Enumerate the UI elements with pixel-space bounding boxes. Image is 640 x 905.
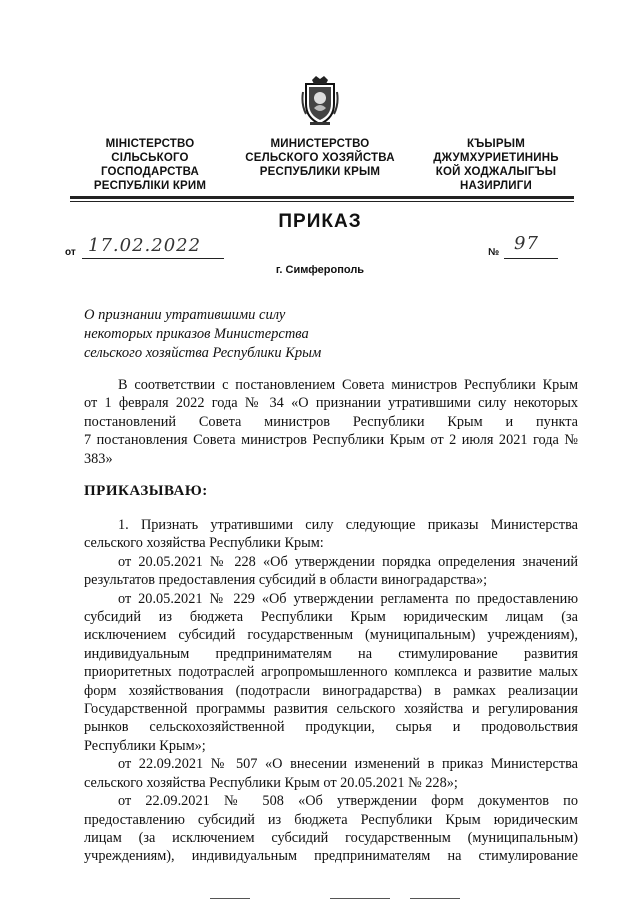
body-line: приоритетных подотраслей агропромышленного комплекса и развитие малых <box>84 664 578 681</box>
header-russian <box>232 137 408 179</box>
preamble-line: 7 постановления Совета министров Республики Крым от 2 июля 2021 года № <box>84 432 578 449</box>
header-crh-line: КЪЫРЫМ <box>467 138 525 150</box>
body-line: предоставлению субсидий из бюджета Республики Крым юридическим <box>84 811 578 828</box>
body-line: учреждениям), индивидуальным предпринимателям на стимулирование <box>84 848 578 865</box>
preamble <box>84 376 578 468</box>
body-line: рынков сельскохозяйственной продукции, сырья и продовольствия <box>84 719 578 736</box>
body-line: от 20.05.2021 № 229 «Об утверждении регламента по предоставлению <box>118 590 578 607</box>
body-line: лицам (за исключением субсидий государственным (муниципальным) <box>84 829 578 846</box>
body-line: 1. Признать утратившими силу следующие приказы Министерства <box>118 517 578 533</box>
body-line: исключением субсидий государственным (муниципальным) учреждениям), <box>84 627 578 644</box>
header-rus-line: СЕЛЬСКОГО ХОЗЯЙСТВА <box>245 152 395 164</box>
subject-line: О признании утратившими силу <box>84 307 286 323</box>
preamble-line: от 1 февраля 2022 года № 34 «О признании утратившими силу некоторых <box>84 395 578 412</box>
body-line: результатов предоставления субсидий в области виноградарства»; <box>84 572 488 589</box>
subject <box>84 306 321 363</box>
header-crh-line: ДЖУМХУРИЕТИНИНЬ <box>433 152 559 164</box>
body-line: от 20.05.2021 № 228 «Об утверждении порядка определения значений <box>118 553 578 570</box>
header-crh-line: КОЙ ХОДЖАЛЫГЪЫ <box>435 166 557 178</box>
header-ukrainian <box>70 137 230 193</box>
preamble-line: В соответствии с постановлением Совета министров Республики Крым <box>118 377 578 393</box>
header-rus-line: РЕСПУБЛИКИ КРЫМ <box>259 166 381 178</box>
document-title: ПРИКАЗ <box>278 211 362 232</box>
footer-mark <box>330 898 390 899</box>
body-line: от 22.09.2021 № 507 «О внесении изменений в приказ Министерства <box>118 756 578 773</box>
number-value: 97 <box>514 233 539 254</box>
header-rule-thin <box>70 201 574 202</box>
body-line: форм хозяйствования (подотрасли виноградарства) в рамках реализации <box>84 682 578 699</box>
crimea-coat-of-arms-icon <box>300 74 340 126</box>
footer-mark <box>210 898 250 899</box>
header-ukr-line: РЕСПУБЛІКИ КРИМ <box>93 180 207 192</box>
body-line: сельского хозяйства Республики Крым от 20.05.2021 № 228»; <box>84 774 458 791</box>
header-ukr-line: ГОСПОДАРСТВА <box>100 166 200 178</box>
header-crh-line: НАЗИРЛИГИ <box>460 180 532 192</box>
order-body <box>84 516 578 866</box>
header-crimean-tatar <box>410 137 582 193</box>
body-line: Республики Крым»; <box>84 737 206 754</box>
subject-line: сельского хозяйства Республики Крым <box>84 345 322 361</box>
body-line: индивидуальным предпринимателям на стимулирование развития <box>84 645 578 662</box>
subject-line: некоторых приказов Министерства <box>84 326 309 342</box>
header-ukr-line: МІНІСТЕРСТВО <box>105 138 195 150</box>
number-underline <box>504 258 558 259</box>
body-line: от 22.09.2021 № 508 «Об утверждении форм документов по <box>118 793 578 810</box>
number-prefix: № <box>488 247 500 258</box>
header-rule-thick <box>70 196 574 199</box>
body-line: Государственной программы развития сельского хозяйства и регулирования <box>84 701 578 718</box>
footer-mark <box>410 898 460 899</box>
header-rus-line: МИНИСТЕРСТВО <box>270 138 370 150</box>
date-underline <box>82 258 224 259</box>
body-line: сельского хозяйства Республики Крым: <box>84 535 324 552</box>
header-ukr-line: СІЛЬСЬКОГО <box>111 152 189 164</box>
date-prefix: от <box>65 247 76 258</box>
preamble-line: постановлений Совета министров Республики Крым и пункта <box>84 413 578 430</box>
date-value: 17.02.2022 <box>88 235 202 256</box>
city: г. Симферополь <box>275 264 365 276</box>
preamble-line: 383» <box>84 450 113 467</box>
order-word: ПРИКАЗЫВАЮ: <box>84 483 208 499</box>
body-line: субсидий из бюджета Республики Крым юридическим лицам (за <box>84 609 578 626</box>
